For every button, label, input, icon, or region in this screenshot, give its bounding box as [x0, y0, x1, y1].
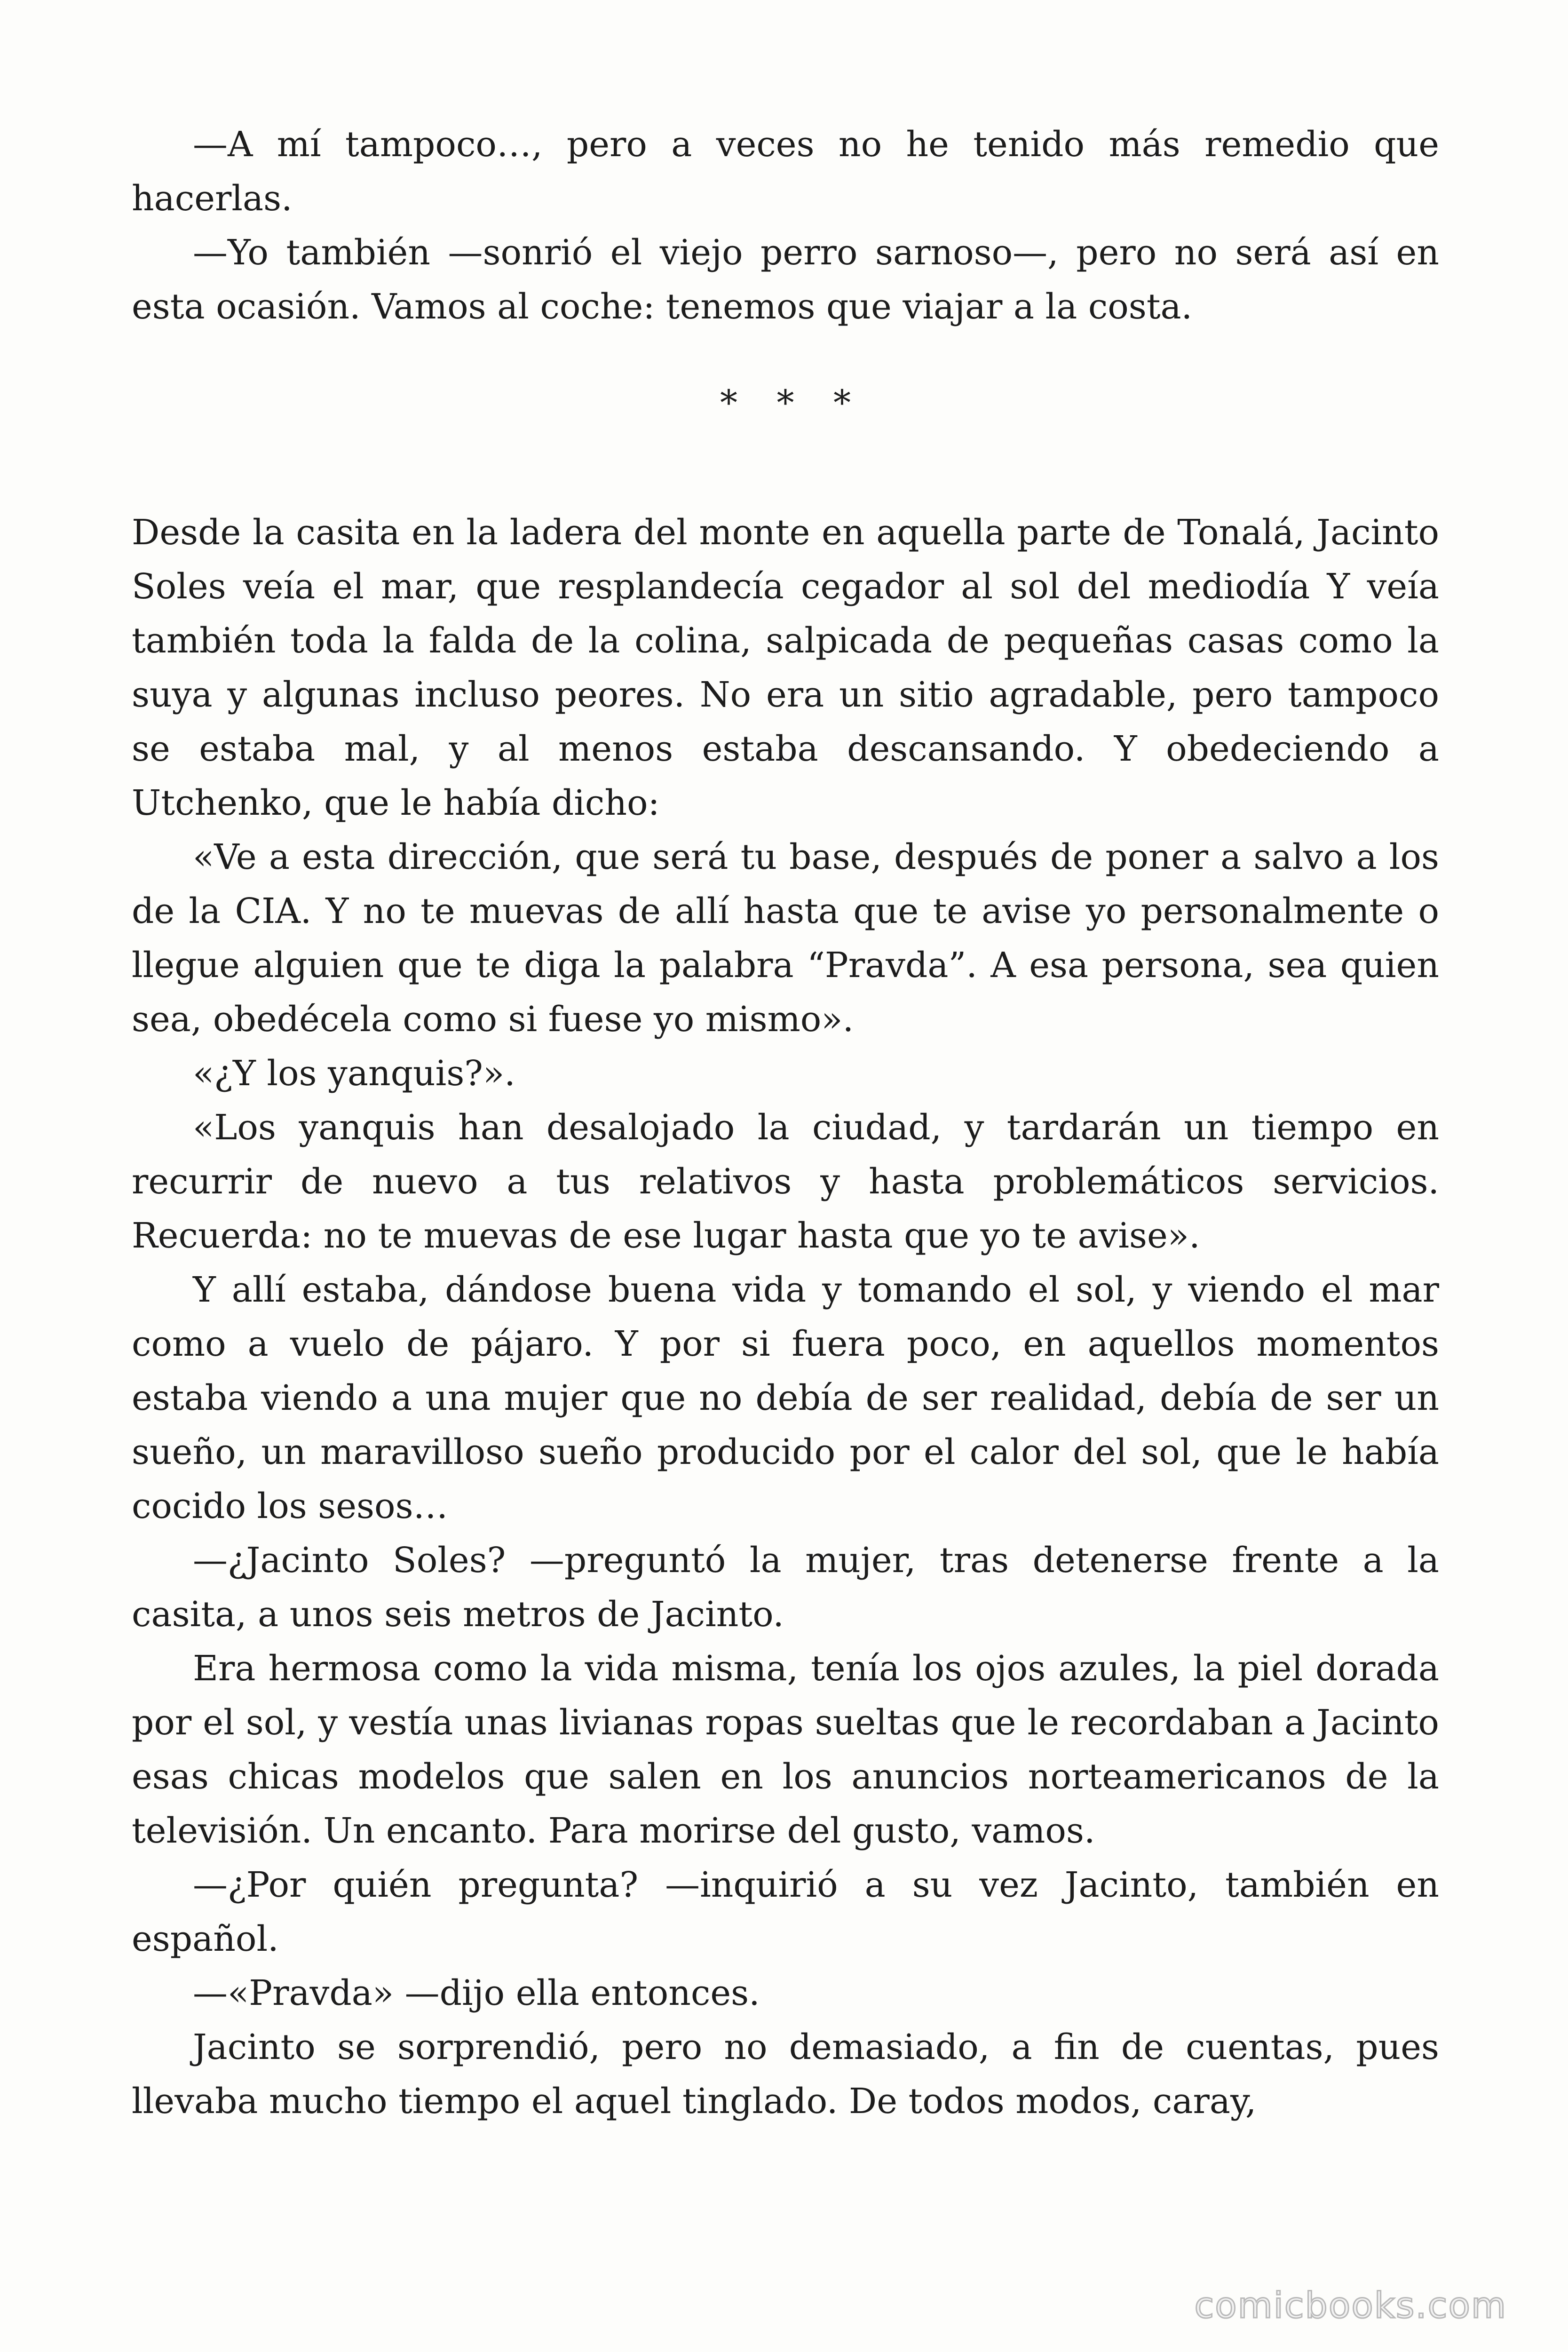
paragraph: Jacinto se sorprendió, pero no demasiado, a fin de cuentas, pues llevaba mucho tiempo el aquel tinglado. De todos modos, caray,: [132, 2027, 1439, 2122]
paragraph: —«Pravda» —dijo ella entonces.: [193, 1973, 760, 2013]
paragraph: —¿Por quién pregunta? —inquirió a su vez Jacinto, también en español.: [132, 1865, 1439, 1959]
paragraph: Era hermosa como la vida misma, tenía los ojos azules, la piel dorada por el sol, y vestía unas livianas ropas sueltas que le recordaban a Jacinto esas chicas modelos que salen en los anuncios norteamericanos de la televisión. Un encanto. Para morirse del gusto, vamos.: [132, 1648, 1439, 1851]
paragraph: «Ve a esta dirección, que será tu base, después de poner a salvo a los de la CIA. Y no te muevas de allí hasta que te avise yo personalmente o llegue alguien que te diga la palabra “Pravda”. A esa persona, sea quien sea, obedécela como si fuese yo mismo».: [132, 837, 1439, 1040]
book-page-text: [132, 118, 1439, 2129]
paragraph: —A mí tampoco…, pero a veces no he tenido más remedio que hacerlas.: [132, 124, 1439, 219]
paragraph: Desde la casita en la ladera del monte en aquella parte de Tonalá, Jacinto Soles veía el mar, que resplandecía cegador al sol del mediodía Y veía también toda la falda de la colina, salpicada de pequeñas casas como la suya y algunas incluso peores. No era un sitio agradable, pero tampoco se estaba mal, y al menos estaba descansando. Y obedeciendo a Utchenko, que le había dicho:: [132, 512, 1439, 823]
paragraph: —¿Jacinto Soles? —preguntó la mujer, tras detenerse frente a la casita, a unos seis metros de Jacinto.: [132, 1540, 1439, 1635]
paragraph: «Los yanquis han desalojado la ciudad, y tardarán un tiempo en recurrir de nuevo a tus relativos y hasta problemáticos servicios. Recuerda: no te muevas de ese lugar hasta que yo te avise».: [132, 1107, 1439, 1256]
section-separator: * * *: [720, 383, 865, 423]
paragraph: —Yo también —sonrió el viejo perro sarnoso—, pero no será así en esta ocasión. Vamos al coche: tenemos que viajar a la costa.: [132, 232, 1439, 327]
paragraph: Y allí estaba, dándose buena vida y tomando el sol, y viendo el mar como a vuelo de pájaro. Y por si fuera poco, en aquellos momentos estaba viendo a una mujer que no debía de ser realidad, debía de ser un sueño, un maravilloso sueño producido por el calor del sol, que le había cocido los sesos…: [132, 1270, 1439, 1526]
watermark: comicbooks.com: [1194, 2284, 1507, 2326]
paragraph: «¿Y los yanquis?».: [193, 1053, 515, 1094]
